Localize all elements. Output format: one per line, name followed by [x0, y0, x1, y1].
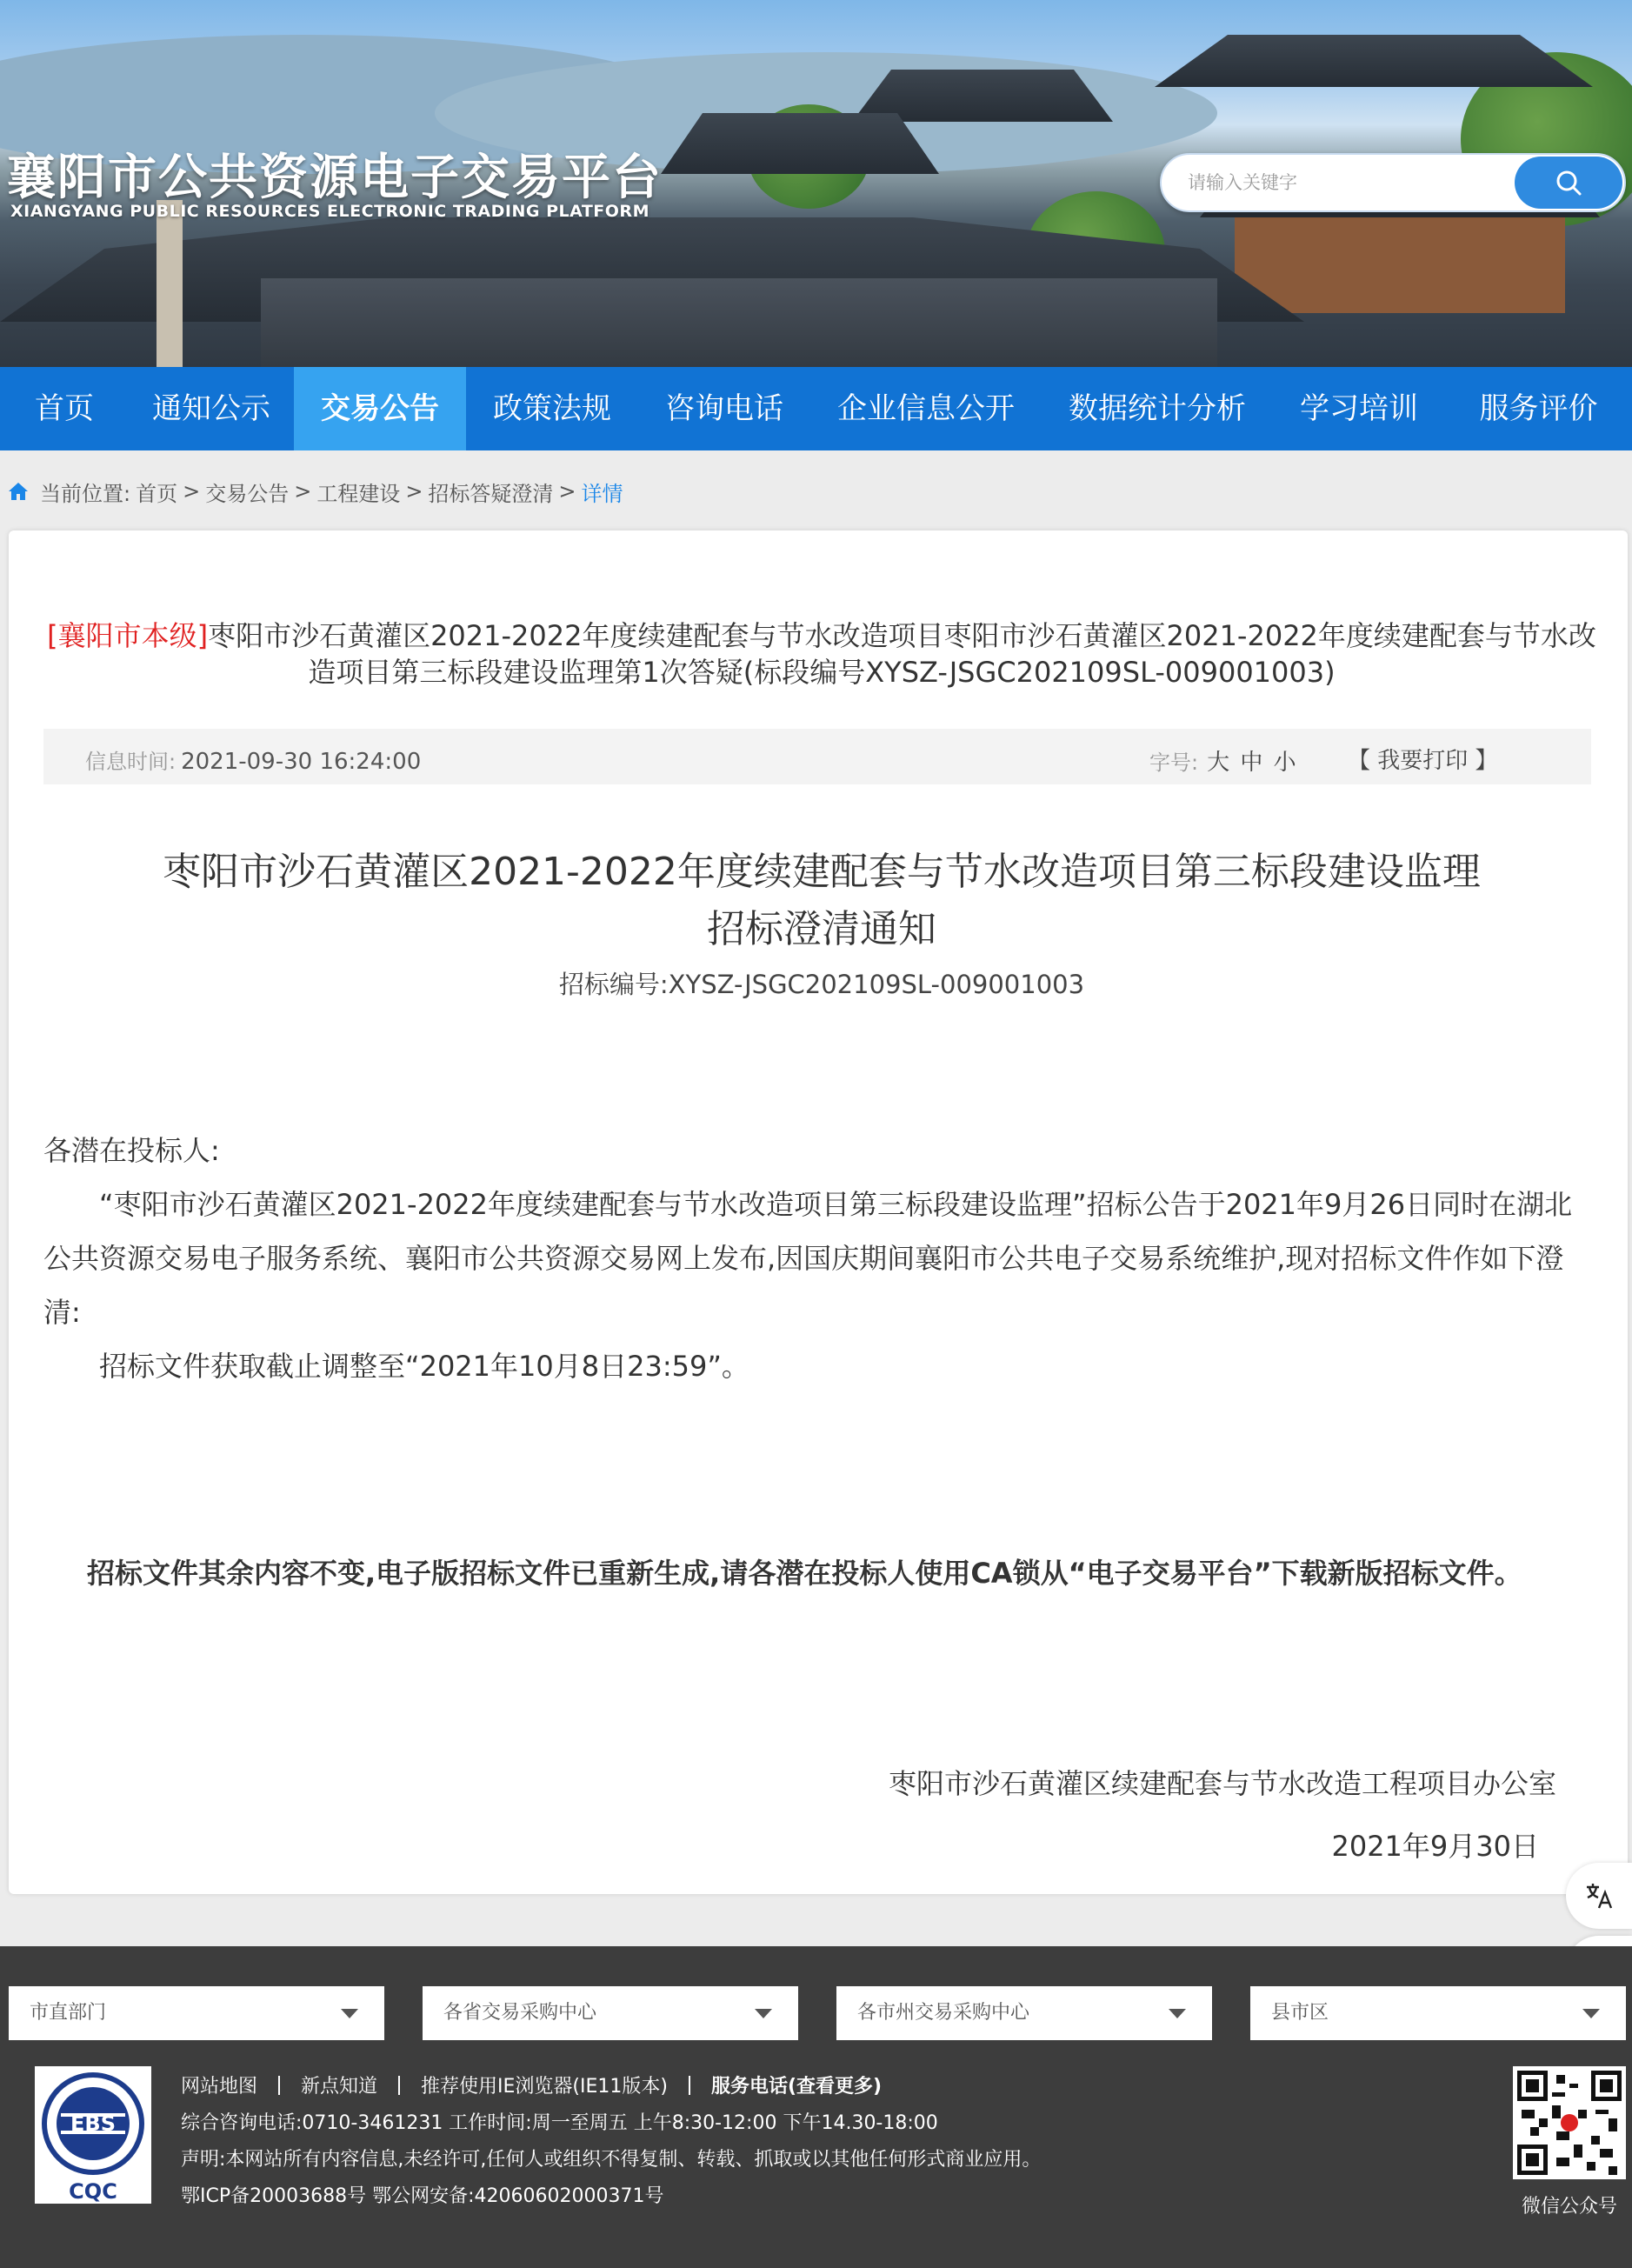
main-nav [0, 367, 1632, 450]
font-size-control [1149, 744, 1298, 777]
breadcrumb-trade[interactable]: 交易公告 [205, 481, 290, 506]
document-title-line2: 招标澄清通知 [707, 907, 936, 951]
breadcrumb-clarification[interactable]: 招标答疑澄清 [428, 481, 554, 506]
search-input[interactable] [1188, 167, 1518, 198]
ebs-cqc-logo [35, 2066, 151, 2204]
search-button[interactable] [1515, 157, 1622, 209]
wechat-qr-code [1513, 2066, 1626, 2179]
footer-contact: 综合咨询电话:0710-3461231 工作时间:周一至周五 上午8:30-12:00 下午14.30-18:00 [181, 2112, 938, 2134]
divider [278, 2076, 280, 2095]
footer-icp: 鄂ICP备20003688号 鄂公网安备:42060602000371号 [181, 2185, 664, 2207]
home-icon [7, 481, 30, 502]
logo-subtitle: XIANGYANG PUBLIC RESOURCES ELECTRONIC TRADING PLATFORM [10, 202, 649, 221]
breadcrumb-sep: > [294, 479, 312, 504]
nav-notice[interactable]: 通知公示 [152, 391, 270, 426]
link-xindian[interactable]: 新点知道 [301, 2076, 378, 2098]
select-province-centers[interactable] [423, 1986, 798, 2040]
breadcrumb-sep: > [183, 479, 201, 504]
chevron-down-icon [341, 2009, 358, 2018]
header-banner [0, 0, 1632, 367]
chevron-down-icon [1169, 2009, 1186, 2018]
breadcrumb-sep: > [405, 479, 423, 504]
info-time-value: 2021-09-30 16:24:00 [181, 749, 422, 775]
translate-button[interactable] [1566, 1863, 1632, 1929]
link-service-phone[interactable]: 服务电话(查看更多) [710, 2076, 883, 2098]
footer [0, 1946, 1632, 2268]
paragraph-2: 招标文件获取截止调整至“2021年10月8日23:59”。 [99, 1350, 749, 1383]
paragraph-1: “枣阳市沙石黄灌区2021-2022年度续建配套与节水改造项目第三标段建设监理”招标公告于2021年9月26日同时在湖北公共资源交易电子服务系统、襄阳市公共资源交易网上发布,因国庆期间襄阳市公共电子交易系统维护,现对招标文件作如下澄清: [43, 1188, 1573, 1329]
breadcrumb-sep: > [558, 479, 576, 504]
select-counties[interactable] [1250, 1986, 1626, 2040]
breadcrumb [7, 474, 629, 509]
divider [398, 2076, 400, 2095]
breadcrumb-current: 详情 [581, 481, 623, 506]
logo-title: 襄阳市公共资源电子交易平台 [7, 150, 663, 206]
article-title [43, 617, 1600, 690]
nav-data-statistics[interactable]: 数据统计分析 [1069, 391, 1246, 426]
tender-code: 招标编号:XYSZ-JSGC202109SL-009001003 [558, 970, 1085, 999]
nav-consult-phone[interactable]: 咨询电话 [665, 391, 783, 426]
print-button[interactable]: 【 我要打印 】 [1348, 748, 1498, 774]
nav-enterprise-info[interactable]: 企业信息公开 [837, 391, 1015, 426]
translate-icon [1583, 1880, 1615, 1911]
nav-home[interactable]: 首页 [35, 391, 94, 426]
nav-policy[interactable]: 政策法规 [493, 391, 611, 426]
link-sitemap[interactable]: 网站地图 [181, 2076, 258, 2098]
article-meta [43, 729, 1591, 784]
document-title-line1: 枣阳市沙石黄灌区2021-2022年度续建配套与节水改造项目第三标段建设监理 [163, 850, 1481, 894]
nav-service-rating[interactable]: 服务评价 [1479, 391, 1598, 426]
breadcrumb-engineering[interactable]: 工程建设 [316, 481, 401, 506]
document-title [43, 844, 1600, 958]
font-size-label: 字号: [1149, 750, 1199, 775]
chevron-down-icon [755, 2009, 772, 2018]
article-title-text: 枣阳市沙石黄灌区2021-2022年度续建配套与节水改造项目枣阳市沙石黄灌区2021-2022年度续建配套与节水改造项目第三标段建设监理第1次答疑(标段编号XYSZ-JSGC202109SL-009001003) [208, 619, 1596, 689]
signer: 枣阳市沙石黄灌区续建配套与节水改造工程项目办公室 [888, 1767, 1556, 1800]
paragraph-3: 招标文件其余内容不变,电子版招标文件已重新生成,请各潜在投标人使用CA锁从“电子交易平台”下载新版招标文件。 [87, 1557, 1522, 1590]
greeting: 各潜在投标人: [43, 1134, 220, 1167]
search-icon [1555, 169, 1582, 197]
nav-training[interactable]: 学习培训 [1300, 391, 1418, 426]
breadcrumb-prefix: 当前位置: [40, 481, 131, 506]
select-city-departments-value: 市直部门 [30, 2002, 107, 2024]
nav-trade-announcement[interactable]: 交易公告 [294, 367, 466, 450]
footer-notice: 声明:本网站所有内容信息,未经许可,任何人或组织不得复制、转载、抓取或以其他任何形式商业应用。 [181, 2149, 1042, 2171]
footer-links [181, 2071, 882, 2098]
divider [689, 2076, 690, 2095]
chevron-down-icon [1582, 2009, 1600, 2018]
font-size-options[interactable]: 大 中 小 [1207, 750, 1298, 776]
select-city-departments[interactable] [9, 1986, 384, 2040]
select-city-centers-value: 各市州交易采购中心 [857, 2002, 1030, 2024]
select-city-centers[interactable] [836, 1986, 1212, 2040]
sign-date: 2021年9月30日 [1331, 1830, 1539, 1863]
info-time-label: 信息时间: [85, 750, 177, 774]
select-counties-value: 县市区 [1271, 2002, 1329, 2024]
breadcrumb-home[interactable]: 首页 [136, 481, 178, 506]
link-browser[interactable]: 推荐使用IE浏览器(IE11版本) [421, 2076, 668, 2098]
ebs-text: EBS [70, 2111, 116, 2136]
qr-label: 微信公众号 [1521, 2196, 1617, 2218]
info-time [85, 744, 421, 775]
select-province-centers-value: 各省交易采购中心 [443, 2002, 597, 2024]
article-card [9, 530, 1628, 1894]
search-box [1160, 153, 1626, 212]
cqc-text: CQC [69, 2179, 117, 2204]
region-tag: [襄阳市本级] [47, 619, 209, 652]
